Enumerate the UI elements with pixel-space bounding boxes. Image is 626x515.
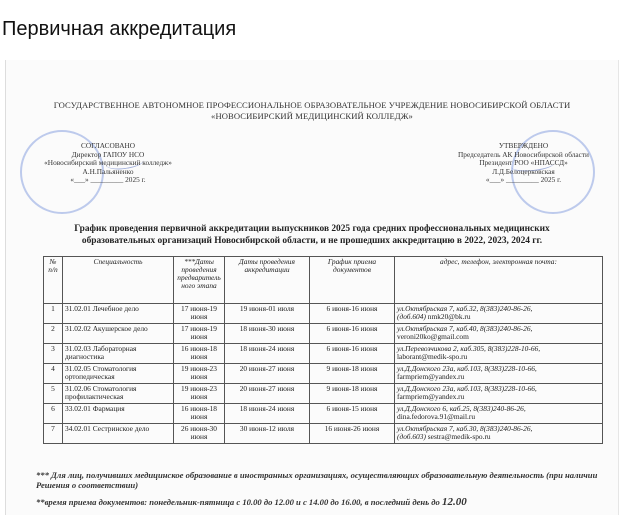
row-contact bbox=[395, 404, 603, 424]
approval-left-line4: А.Н.Пальяненко bbox=[82, 166, 134, 176]
row-email: laborant@medik-spo.ru bbox=[397, 352, 468, 361]
institution-name-line1: ГОСУДАРСТВЕННОЕ АВТОНОМНОЕ ПРОФЕССИОНАЛЬНОЕ ОБРАЗОВАТЕЛЬНОЕ УЧРЕЖДЕНИЕ НОВОСИБИРСКОЙ ОБЛАСТИ bbox=[53, 100, 571, 110]
footnote-hours-end: 12.00 bbox=[442, 496, 467, 508]
approval-left-line5: «___» _________ 2025 г. bbox=[70, 175, 146, 185]
row-address: ул.Перевозчикова 2, каб.305, 8(383)228-10-66, bbox=[397, 344, 541, 353]
row-num: 4 bbox=[44, 364, 63, 384]
row-preliminary-dates: 17 июня-19 июня bbox=[174, 324, 225, 344]
header-contact: адрес, телефон, электронная почта: bbox=[395, 257, 603, 304]
row-address: ул.Октябрьская 7, каб.40, 8(383)240-86-26, bbox=[397, 324, 533, 333]
approval-right-line2: Председатель АК Новосибирской области bbox=[458, 149, 589, 159]
approval-block-left bbox=[28, 142, 188, 185]
approval-right-line3: Президент РОО «НПАССД» bbox=[479, 158, 568, 168]
row-address: ул.Д.Донского 6, каб.25, 8(383)240-86-26, bbox=[397, 404, 526, 413]
approval-left-line3: «Новосибирский медицинский колледж» bbox=[44, 158, 172, 168]
approval-left-line1: СОГЛАСОВАНО bbox=[80, 141, 135, 150]
row-accreditation-dates: 18 июня-30 июня bbox=[225, 324, 310, 344]
row-document-dates: 16 июня-26 июня bbox=[310, 424, 395, 444]
table-row bbox=[44, 304, 603, 324]
row-address: ул.Октябрьская 7, каб.30, 8(383)240-86-26, bbox=[397, 424, 533, 433]
row-specialty: 31.02.05 Стоматология ортопедическая bbox=[63, 364, 174, 384]
approval-right-line5: «___» _________ 2025 г. bbox=[485, 175, 562, 185]
row-address: ул.Д.Донского 23а, каб.103, 8(383)228-10-66, bbox=[397, 364, 537, 373]
row-accreditation-dates: 30 июня-12 июля bbox=[225, 424, 310, 444]
row-address: ул.Д.Донского 23а, каб.103, 8(383)228-10-66, bbox=[397, 384, 537, 393]
table-row bbox=[44, 324, 603, 344]
approval-right-line1: УТВЕРЖДЕНО bbox=[498, 141, 549, 150]
row-num: 2 bbox=[44, 324, 63, 344]
row-preliminary-dates: 17 июня-19 июня bbox=[174, 304, 225, 324]
row-email: sestra@medik-spo.ru bbox=[427, 432, 491, 441]
row-specialty: 31.02.06 Стоматология профилактическая bbox=[63, 384, 174, 404]
institution-name-line2: «НОВОСИБИРСКИЙ МЕДИЦИНСКИЙ КОЛЛЕДЖ» bbox=[211, 111, 413, 121]
row-preliminary-dates: 19 июня-23 июня bbox=[174, 384, 225, 404]
row-document-dates: 6 июня-16 июня bbox=[310, 304, 395, 324]
row-address: ул.Октябрьская 7, каб.32, 8(383)240-86-26, bbox=[397, 304, 533, 313]
footnote-document-hours bbox=[36, 496, 467, 508]
header-document-dates: График приема документов bbox=[310, 257, 395, 304]
table-row bbox=[44, 364, 603, 384]
row-accreditation-dates: 18 июня-24 июня bbox=[225, 344, 310, 364]
row-specialty: 34.02.01 Сестринское дело bbox=[63, 424, 174, 444]
row-document-dates: 9 июня-18 июня bbox=[310, 364, 395, 384]
row-extension: (доб.603) bbox=[397, 432, 426, 441]
page-title: Первичная аккредитация bbox=[2, 18, 237, 40]
row-preliminary-dates: 19 июня-23 июня bbox=[174, 364, 225, 384]
row-document-dates: 6 июня-16 июня bbox=[310, 344, 395, 364]
row-contact bbox=[395, 384, 603, 404]
row-email: dina.fedorova.91@mail.ru bbox=[397, 412, 476, 421]
row-num: 1 bbox=[44, 304, 63, 324]
row-num: 7 bbox=[44, 424, 63, 444]
schedule-heading-line1: График проведения первичной аккредитации выпускников 2025 года средних профессиональных медицинских bbox=[74, 224, 550, 234]
row-email: veroni20ko@gmail.com bbox=[397, 332, 469, 341]
row-contact bbox=[395, 424, 603, 444]
row-preliminary-dates: 26 июня-30 июня bbox=[174, 424, 225, 444]
table-row bbox=[44, 344, 603, 364]
row-preliminary-dates: 16 июня-18 июня bbox=[174, 344, 225, 364]
row-contact bbox=[395, 344, 603, 364]
header-accreditation-dates: Даты проведения аккредитации bbox=[225, 257, 310, 304]
header-num: № п/п bbox=[44, 257, 63, 304]
row-accreditation-dates: 18 июня-24 июня bbox=[225, 404, 310, 424]
row-extension: (доб.604) bbox=[397, 312, 426, 321]
table-row bbox=[44, 424, 603, 444]
table-row bbox=[44, 404, 603, 424]
header-specialty: Специальность bbox=[63, 257, 174, 304]
row-num: 5 bbox=[44, 384, 63, 404]
row-num: 6 bbox=[44, 404, 63, 424]
approval-block-right bbox=[436, 142, 611, 185]
row-accreditation-dates: 20 июня-27 июня bbox=[225, 384, 310, 404]
row-num: 3 bbox=[44, 344, 63, 364]
row-document-dates: 6 июня-15 июня bbox=[310, 404, 395, 424]
footnote-hours-text: **время приема документов: понедельник-пятница с 10.00 до 12.00 и с 14.00 до 16.00, в последний день до bbox=[36, 497, 440, 507]
row-specialty: 31.02.02 Акушерское дело bbox=[63, 324, 174, 344]
schedule-heading-line2: образовательных организаций Новосибирской области, и не прошедших аккредитацию в 2022, 2023, 2024 гг. bbox=[81, 236, 543, 246]
table-header-row bbox=[44, 257, 603, 304]
row-accreditation-dates: 20 июня-27 июня bbox=[225, 364, 310, 384]
row-contact bbox=[395, 324, 603, 344]
row-contact bbox=[395, 364, 603, 384]
row-email: nmk20@bk.ru bbox=[427, 312, 471, 321]
approval-left-line2: Директор ГАПОУ НСО bbox=[71, 149, 145, 159]
row-preliminary-dates: 16 июня-18 июня bbox=[174, 404, 225, 424]
approval-right-line4: Л.Д.Белоцерковская bbox=[492, 166, 555, 176]
row-specialty: 33.02.01 Фармация bbox=[63, 404, 174, 424]
row-contact bbox=[395, 304, 603, 324]
row-email: farmpriem@yandex.ru bbox=[397, 392, 465, 401]
row-document-dates: 6 июня-16 июня bbox=[310, 324, 395, 344]
schedule-table bbox=[43, 256, 603, 444]
schedule-document-image bbox=[5, 60, 619, 515]
footnote-foreign-education: *** Для лиц, получивших медицинское образование в иностранных организациях, осуществляющих образовательную деятельность (при наличии Решения о соответствии) bbox=[36, 470, 598, 490]
row-specialty: 31.02.03 Лабораторная диагностика bbox=[63, 344, 174, 364]
table-row bbox=[44, 384, 603, 404]
row-specialty: 31.02.01 Лечебное дело bbox=[63, 304, 174, 324]
row-document-dates: 9 июня-18 июня bbox=[310, 384, 395, 404]
header-preliminary-dates: ***Даты проведения предваритель ного этапа bbox=[174, 257, 225, 304]
row-email: farmpriem@yandex.ru bbox=[397, 372, 465, 381]
row-accreditation-dates: 19 июня-01 июля bbox=[225, 304, 310, 324]
